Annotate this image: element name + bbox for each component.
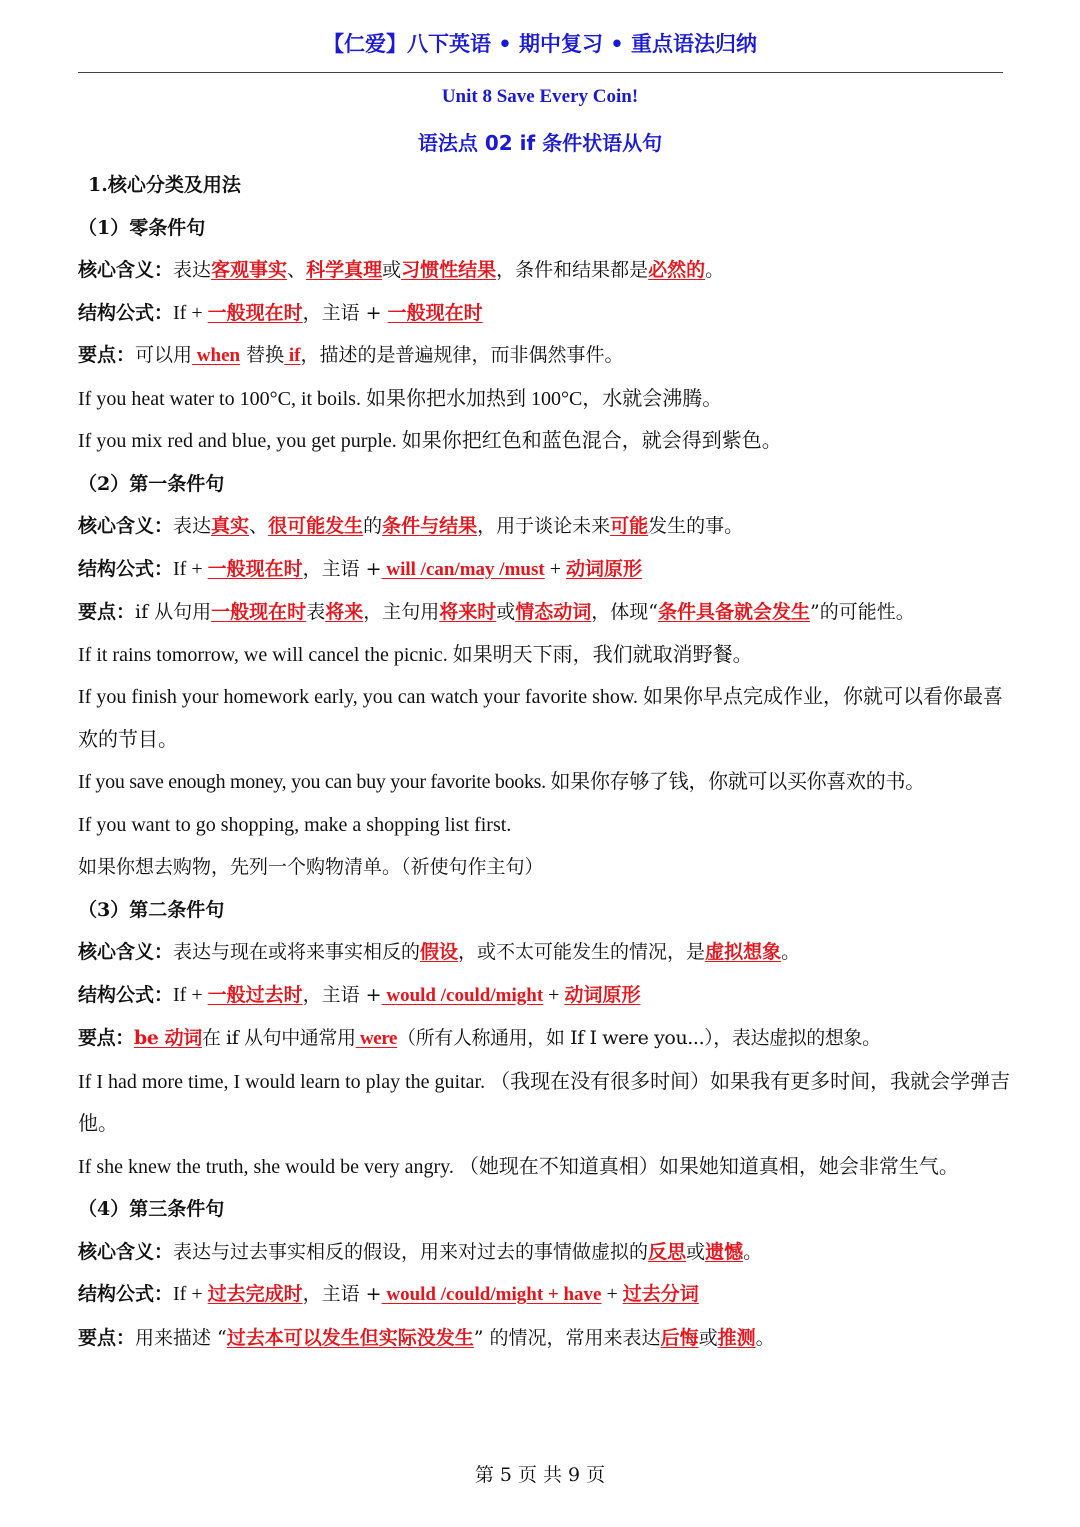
text: 或	[698, 1326, 718, 1349]
text: 、	[249, 515, 269, 537]
label: 结构公式：	[78, 1283, 174, 1305]
example-translation: 如果你想去购物，先列一个购物清单。（祈使句作主句）	[78, 856, 544, 878]
keyword: 一般现在时	[207, 301, 303, 324]
third-conditional-heading: （4）第三条件句	[78, 1198, 225, 1220]
text: （所有人称通用，如 If I were you...），表达虚拟的想象。	[397, 1027, 881, 1049]
keyword: be 动词	[133, 1027, 202, 1049]
label: 结构公式：	[78, 301, 174, 324]
keyword: 遗憾	[705, 1240, 744, 1263]
text: 在 if 从句中通常用	[201, 1027, 356, 1049]
example-sentence: If you mix red and blue, you get purple. 如果你把红色和蓝色混合，就会得到紫色。	[78, 430, 782, 452]
main-content	[78, 164, 1018, 1359]
third-meaning	[78, 1231, 1018, 1274]
text: 可以用	[135, 344, 193, 366]
first-point	[78, 591, 1018, 634]
second-conditional-heading: （3）第二条件句	[78, 898, 225, 921]
keyword: 一般现在时	[387, 301, 483, 324]
keyword: were	[355, 1028, 398, 1049]
text: 或	[496, 601, 516, 623]
keyword: 后悔	[660, 1326, 699, 1349]
text: if 从句用	[135, 601, 212, 623]
text: 发生的事。	[648, 515, 744, 537]
text: 的	[363, 515, 383, 537]
text: ，主语 +	[302, 983, 382, 1006]
keyword: 可能	[610, 515, 649, 537]
zero-conditional-heading: （1）零条件句	[78, 216, 206, 239]
keyword: 条件具备就会发生	[658, 601, 811, 623]
label: 核心含义：	[78, 941, 174, 963]
third-formula	[78, 1273, 1018, 1317]
keyword: 动词原形	[565, 557, 642, 580]
text: +	[601, 1283, 623, 1305]
text: 或	[382, 259, 402, 281]
text: ，主语 +	[302, 1283, 382, 1305]
first-formula	[78, 548, 1018, 592]
text: 表达	[173, 259, 212, 281]
first-meaning	[78, 505, 1018, 548]
label: 结构公式：	[78, 557, 174, 580]
keyword: 过去本可以发生但实际没发生	[226, 1326, 474, 1349]
text: ，主句用	[363, 601, 440, 623]
page-number-footer: 第 5 页 共 9 页	[474, 1464, 606, 1486]
example-sentence: If I had more time, I would learn to play the guitar. （我现在没有很多时间）如果我有更多时间，我就会学弹吉他。	[78, 1070, 1011, 1135]
keyword: 科学真理	[306, 259, 383, 281]
document-header: 【仁爱】八下英语 • 期中复习 • 重点语法归纳	[322, 32, 758, 56]
text: ，体现“	[591, 601, 658, 623]
example-sentence: If it rains tomorrow, we will cancel the picnic. 如果明天下雨，我们就取消野餐。	[78, 643, 753, 666]
text: 表达	[173, 515, 212, 537]
keyword: 虚拟想象	[705, 941, 782, 963]
label: 核心含义：	[78, 259, 174, 281]
zero-point	[78, 334, 1018, 378]
example-sentence: If you save enough money, you can buy your favorite books. 如果你存够了钱，你就可以买你喜欢的书。	[78, 771, 925, 793]
text: 表达与过去事实相反的假设，用来对过去的事情做虚拟的	[173, 1240, 649, 1263]
section-heading: 1.核心分类及用法	[88, 174, 241, 196]
label: 要点：	[78, 344, 136, 366]
text: ” 的情况，常用来表达	[473, 1326, 661, 1349]
keyword: 一般现在时	[207, 557, 303, 580]
label: 核心含义：	[78, 515, 174, 537]
second-meaning	[78, 931, 1018, 974]
third-point	[78, 1317, 1018, 1360]
text: If +	[173, 1283, 208, 1305]
label: 要点：	[78, 1027, 134, 1049]
keyword: 一般过去时	[207, 983, 303, 1006]
text: ，主语 +	[302, 301, 388, 324]
grammar-point-title: 语法点 02 if 条件状语从句	[417, 131, 663, 155]
text: 。	[743, 1240, 763, 1263]
label: 结构公式：	[78, 983, 174, 1006]
keyword: if	[284, 345, 301, 366]
text: ，描述的是普遍规律，而非偶然事件。	[300, 344, 624, 366]
text: If +	[173, 301, 208, 324]
keyword: 反思	[648, 1240, 687, 1263]
keyword: 将来	[325, 601, 364, 623]
text: 。	[781, 941, 801, 963]
text: 。	[755, 1326, 775, 1349]
second-formula	[78, 974, 1018, 1018]
text: 、	[287, 259, 307, 281]
keyword: 推测	[717, 1326, 756, 1349]
keyword: 一般现在时	[211, 601, 307, 623]
keyword: 过去完成时	[207, 1283, 303, 1305]
text: +	[543, 983, 565, 1006]
keyword: will /can/may /must	[381, 558, 545, 580]
keyword: 条件与结果	[382, 515, 478, 537]
keyword: 很可能发生	[268, 515, 364, 537]
text: 。	[705, 259, 725, 281]
keyword: 真实	[211, 515, 250, 537]
keyword: 过去分词	[622, 1283, 699, 1305]
label: 核心含义：	[78, 1240, 174, 1263]
text: ，条件和结果都是	[496, 259, 649, 281]
text: ”的可能性。	[810, 601, 915, 623]
first-conditional-heading: （2）第一条件句	[78, 472, 225, 495]
label: 要点：	[78, 601, 136, 623]
example-sentence: If you finish your homework early, you can watch your favorite show. 如果你早点完成作业，你就可以看你最喜欢的节目。	[78, 686, 1004, 751]
header-divider	[78, 72, 1003, 73]
unit-title: Unit 8 Save Every Coin!	[441, 86, 639, 107]
keyword: 将来时	[439, 601, 497, 623]
text: +	[544, 557, 566, 580]
text: 表	[306, 601, 326, 623]
text: ，用于谈论未来	[477, 515, 611, 537]
example-sentence: If you want to go shopping, make a shopping list first.	[78, 813, 512, 836]
keyword: 习惯性结果	[401, 259, 497, 281]
keyword: when	[192, 345, 241, 366]
zero-meaning	[78, 249, 1018, 292]
zero-formula	[78, 292, 1018, 335]
label: 要点：	[78, 1326, 136, 1349]
text: 用来描述 “	[135, 1326, 227, 1349]
text: If +	[173, 557, 208, 580]
keyword: would /could/might + have	[381, 1284, 602, 1305]
text: 替换	[240, 344, 285, 366]
text: If +	[173, 983, 208, 1006]
text: 表达与现在或将来事实相反的	[173, 941, 421, 963]
keyword: would /could/might	[381, 984, 544, 1006]
second-point	[78, 1017, 1018, 1061]
text: ，或不太可能发生的情况，是	[458, 941, 706, 963]
keyword: 必然的	[648, 259, 706, 281]
keyword: 动词原形	[564, 983, 641, 1006]
keyword: 客观事实	[211, 259, 288, 281]
text: ，主语 +	[302, 557, 382, 580]
text: 或	[686, 1240, 706, 1263]
example-sentence: If she knew the truth, she would be very angry. （她现在不知道真相）如果她知道真相，她会非常生气。	[78, 1155, 959, 1178]
example-sentence: If you heat water to 100°C, it boils. 如果你把水加热到 100°C，水就会沸腾。	[78, 387, 723, 410]
keyword: 情态动词	[515, 601, 592, 623]
keyword: 假设	[420, 941, 459, 963]
